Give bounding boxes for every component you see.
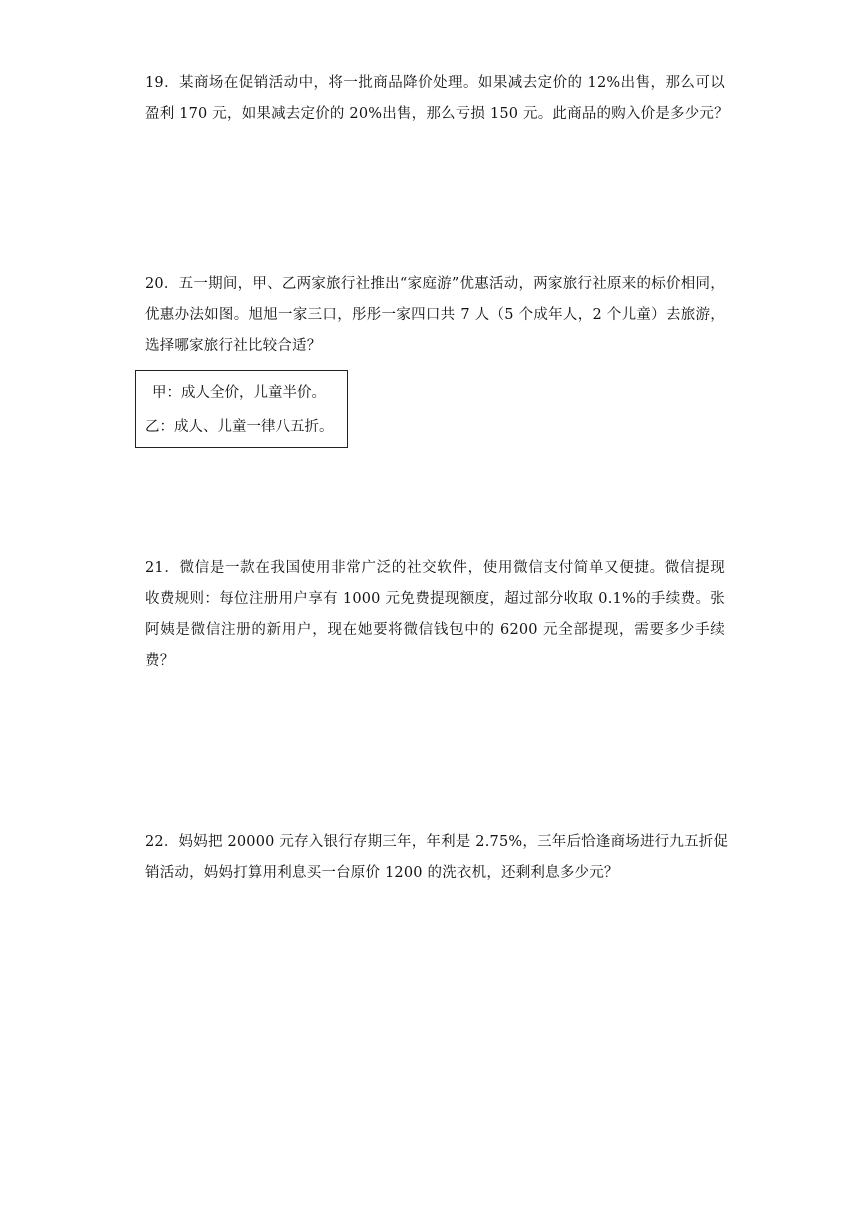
problem-20-line-2: 优惠办法如图。旭旭一家三口，彤彤一家四口共 7 人（5 个成年人，2 个儿童）去旅游，	[145, 307, 725, 323]
problem-21-line-3: 阿姨是微信注册的新用户，现在她要将微信钱包中的 6200 元全部提现，需要多少手续	[145, 622, 725, 638]
problem-20	[145, 269, 725, 362]
problem-20-line-1: 20．五一期间，甲、乙两家旅行社推出“家庭游”优惠活动，两家旅行社原来的标价相同，	[145, 276, 725, 292]
problem-21	[145, 553, 725, 677]
problem-21-line-4: 费？	[145, 653, 175, 669]
offer-agency-yi: 乙：成人、儿童一律八五折。	[145, 419, 334, 435]
travel-agency-offer-box	[135, 370, 348, 448]
problem-20-line-3: 选择哪家旅行社比较合适？	[145, 338, 322, 354]
problem-22	[145, 827, 729, 889]
problem-22-line-2: 销活动，妈妈打算用利息买一台原价 1200 的洗衣机，还剩利息多少元？	[145, 865, 619, 881]
offer-agency-jia: 甲：成人全价，儿童半价。	[152, 385, 326, 401]
problem-19	[145, 68, 729, 130]
problem-19-line-2: 盈利 170 元，如果减去定价的 20%出售，那么亏损 150 元。此商品的购入价是多少元？	[145, 106, 729, 122]
problem-21-line-1: 21．微信是一款在我国使用非常广泛的社交软件，使用微信支付简单又便捷。微信提现	[145, 560, 725, 576]
problem-21-line-2: 收费规则：每位注册用户享有 1000 元免费提现额度，超过部分收取 0.1%的手续费。张	[145, 591, 725, 607]
problem-22-line-1: 22．妈妈把 20000 元存入银行存期三年，年利是 2.75%，三年后恰逢商场进行九五折促	[145, 834, 729, 850]
problem-19-line-1: 19．某商场在促销活动中，将一批商品降价处理。如果减去定价的 12%出售，那么可以	[145, 75, 725, 91]
